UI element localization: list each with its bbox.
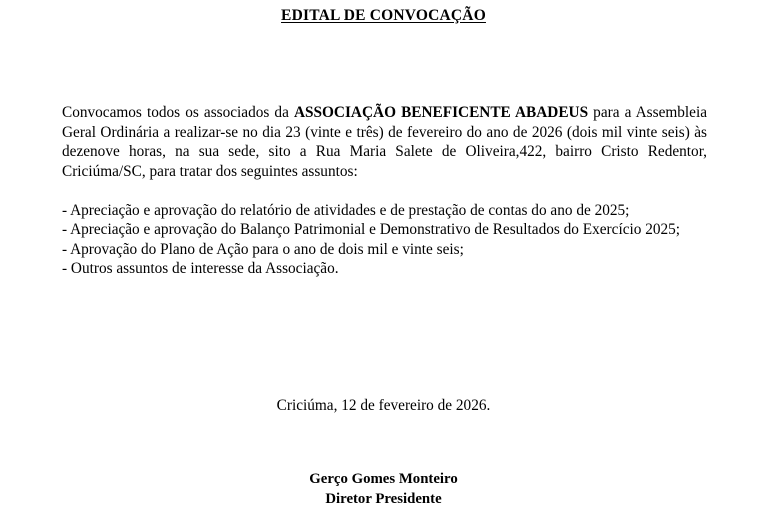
document-body <box>62 103 707 279</box>
paragraph-spacer <box>62 181 707 201</box>
agenda-item: - Aprovação do Plano de Ação para o ano de dois mil e vinte seis; <box>62 240 464 258</box>
intro-text-before: Convocamos todos os associados da <box>62 104 294 121</box>
agenda-list <box>62 201 707 279</box>
agenda-item: - Outros assuntos de interesse da Associação. <box>62 260 339 277</box>
intro-text-after: para a Assembleia Geral Ordinária a realizar-se no dia 23 (vinte e três) de fevereiro do ano de 2026 (dois mil vinte seis) às dezenove horas, na sua sede, sito a Rua Maria Salete de Oliveira,422, bairro Cristo Redentor, Criciúma/SC, para tratar dos seguintes assuntos: <box>62 104 708 180</box>
signature-block <box>0 470 767 509</box>
place-and-date: Criciúma, 12 de fevereiro de 2026. <box>276 397 491 414</box>
agenda-item: - Apreciação e aprovação do Balanço Patrimonial e Demonstrativo de Resultados do Exercício 2025; <box>62 221 681 238</box>
signatory-role: Diretor Presidente <box>325 490 442 507</box>
agenda-item: - Apreciação e aprovação do relatório de atividades e de prestação de contas do ano de 2025; <box>62 201 630 219</box>
document-title: EDITAL DE CONVOCAÇÃO <box>281 7 486 24</box>
intro-paragraph <box>62 103 707 181</box>
organization-name: ASSOCIAÇÃO BENEFICENTE ABADEUS <box>293 104 589 121</box>
signatory-name: Gerço Gomes Monteiro <box>309 471 458 487</box>
